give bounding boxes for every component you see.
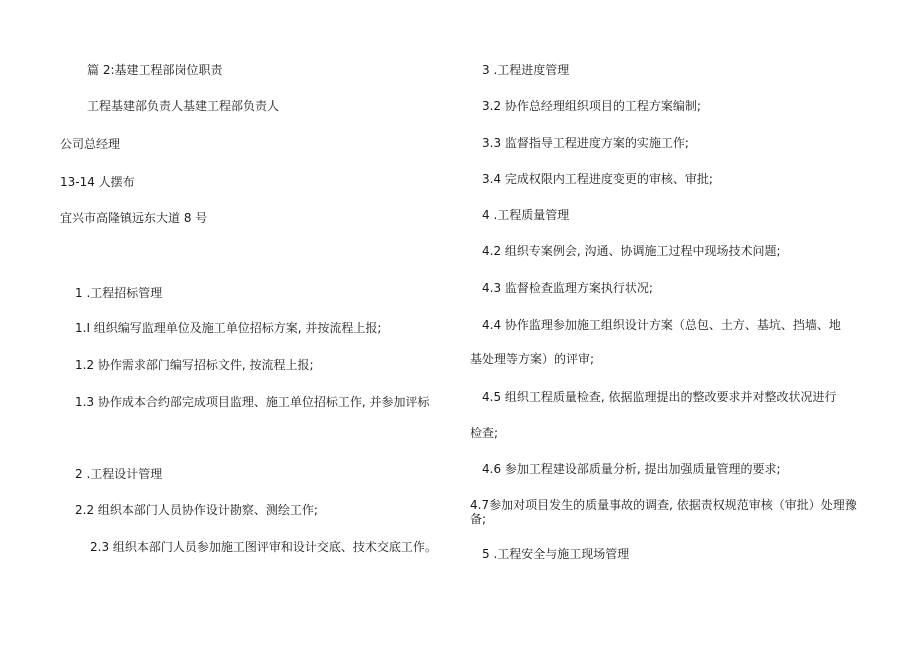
list-item: 4.3 监督检查监理方案执行状况;	[482, 281, 653, 295]
list-item: 4.2 组织专案例会, 沟通、协调施工过程中现场技术问题;	[482, 244, 781, 258]
list-item: 1.3 协作成本合约部完成项目监理、施工单位招标工作, 并参加评标	[75, 395, 430, 409]
list-item: 4.7参加对项目发生的质量事故的调查, 依据责权规范审核（审批）处理豫备;	[470, 498, 857, 526]
list-item: 3.2 协作总经理组织项目的工程方案编制;	[482, 99, 701, 113]
list-item: 3.3 监督指导工程进度方案的实施工作;	[482, 136, 689, 150]
section-title-bidding: 1 .工程招标管理	[75, 286, 163, 300]
list-item: 1.I 组织编写监理单位及施工单位招标方案, 并按流程上报;	[75, 321, 382, 335]
list-item-continuation: 基处理等方案）的评审;	[470, 352, 595, 366]
section-title-design: 2 .工程设计管理	[75, 467, 163, 481]
list-item: 2.3 组织本部门人员参加施工图评审和设计交底、技术交底工作。	[90, 540, 437, 554]
list-item: 4.4 协作监理参加施工组织设计方案（总包、土方、基坑、挡墙、地	[482, 318, 841, 332]
address-line: 宜兴市高隆镇远东大道 8 号	[60, 211, 208, 225]
position-title: 工程基建部负责人基建工程部负责人	[87, 99, 280, 113]
section-title-quality: 4 .工程质量管理	[482, 208, 570, 222]
reports-to: 公司总经理	[60, 137, 121, 151]
document-heading: 篇 2:基建工程部岗位职责	[87, 63, 223, 77]
section-title-safety: 5 .工程安全与施工现场管理	[482, 547, 630, 561]
section-title-schedule: 3 .工程进度管理	[482, 63, 570, 77]
list-item: 2.2 组织本部门人员协作设计勘察、测绘工作;	[75, 503, 318, 517]
staffing-line: 13-14 人摆布	[60, 175, 135, 189]
list-item: 4.5 组织工程质量检查, 依据监理提出的整改要求并对整改状况进行	[482, 390, 837, 404]
list-item: 1.2 协作需求部门编写招标文件, 按流程上报;	[75, 358, 314, 372]
list-item: 3.4 完成权限内工程进度变更的审核、审批;	[482, 172, 713, 186]
list-item-continuation: 检查;	[470, 426, 499, 440]
list-item: 4.6 参加工程建设部质量分析, 提出加强质量管理的要求;	[482, 462, 781, 476]
